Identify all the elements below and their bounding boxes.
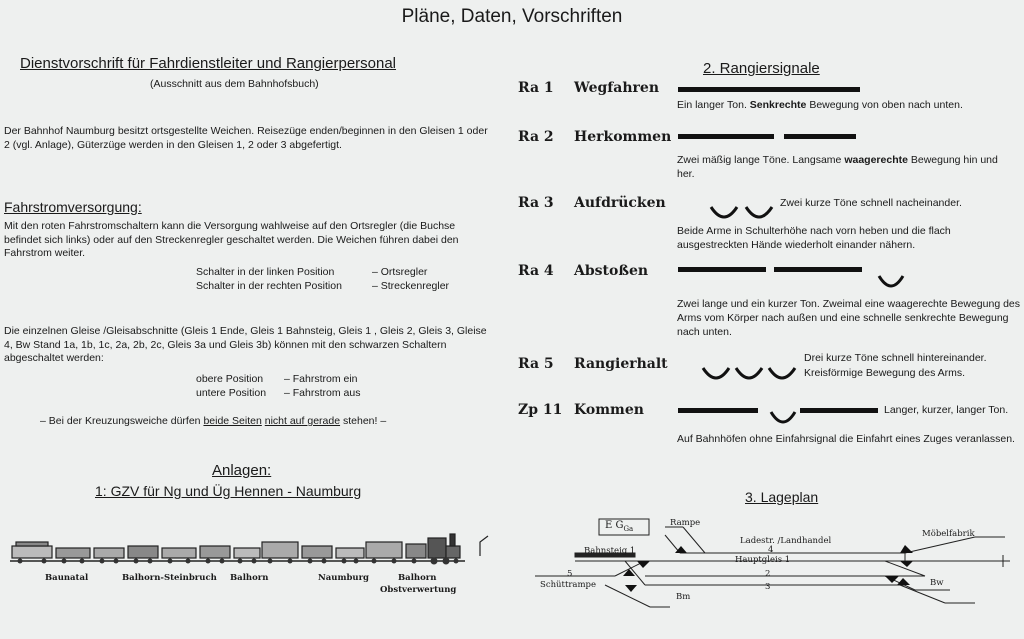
signal-name-ra2: Herkommen	[574, 129, 672, 145]
station-balhorn-steinbruch: Balhorn-Steinbruch	[122, 573, 217, 583]
signal-desc-ra1: Ein langer Ton. Senkrechte Bewegung von oben nach unten.	[677, 99, 963, 111]
ra4-short-tone-icon	[876, 274, 908, 292]
lageplan-track-4: 4	[768, 545, 774, 555]
station-baunatal: Baunatal	[45, 573, 89, 583]
signal-name-ra1: Wegfahren	[574, 80, 660, 96]
train-illustration	[10, 528, 500, 568]
signal-code-ra1: Ra 1	[518, 80, 554, 96]
station-balhorn-2: Balhorn	[398, 573, 437, 583]
page-title: Pläne, Daten, Vorschriften	[401, 6, 623, 27]
ra2-tone-2	[784, 134, 856, 139]
signal-name-ra4: Abstoßen	[574, 263, 649, 279]
signal-desc-ra3: Beide Arme in Schulterhöhe nach vorn heben und die flach ausgestreckten Hände wiederholt einander nähern.	[677, 225, 951, 251]
anlagen-heading: Anlagen:	[212, 462, 272, 479]
signal-name-ra3: Aufdrücken	[574, 195, 666, 211]
signal-desc-ra4: Zwei lange und ein kurzer Ton. Zweimal eine waagerechte Bewegung des Arms vom Körper nach außen und eine schnelle senkrechte Bewegung nach unten.	[677, 298, 1021, 338]
lageplan-ladestr: Ladestr. /Landhandel	[740, 536, 832, 546]
signal-name-ra5: Rangierhalt	[574, 356, 668, 372]
ra2-tone-1	[678, 134, 774, 139]
zp11-short-tone-icon	[768, 410, 800, 428]
signal-tone-ra5: Drei kurze Töne schnell hintereinander.	[804, 352, 987, 364]
signal-name-zp11: Kommen	[574, 402, 644, 418]
rangier-heading: 2. Rangiersignale	[703, 60, 820, 77]
untere-position: untere Position	[196, 387, 267, 399]
untere-position-value: – Fahrstrom aus	[284, 387, 361, 399]
lageplan-bahnsteig: Bahnsteig 1	[584, 546, 636, 556]
signal-code-ra5: Ra 5	[518, 356, 554, 372]
signal-code-zp11: Zp 11	[518, 402, 563, 418]
schalter-links-value: – Ortsregler	[372, 266, 428, 278]
signal-tone2-ra5: Kreisförmige Bewegung des Arms.	[804, 367, 966, 379]
gleise-text: Die einzelnen Gleise /Gleisabschnitte (Gleis 1 Ende, Gleis 1 Bahnsteig, Gleis 1 , Gleis 2, Gleis 3, Gleise 4, Bw Stand 1a, 1b, 1c, 2a, 2b, 2c, Gleis 3a und Gleis 3b) können mit den schwarzen Schaltern abgeschaltet werden:	[4, 325, 487, 364]
lageplan-bm: Bm	[676, 592, 691, 602]
anlagen-sub: 1: GZV für Ng und Üg Hennen - Naumburg	[95, 483, 362, 499]
lageplan-rampe: Rampe	[670, 518, 701, 528]
station-naumburg: Naumburg	[318, 573, 369, 583]
signal-code-ra4: Ra 4	[518, 263, 554, 279]
fahrstrom-text: Mit den roten Fahrstromschaltern kann die Versorgung wahlweise auf den Ortsregler (die Buchse befindet sich links) oder auf den Streckenregler geschaltet werden. Die Weichen führen dabei den Fahrstrom weiter.	[4, 220, 459, 259]
lageplan-bw: Bw	[930, 578, 944, 588]
signal-desc-ra2: Zwei mäßig lange Töne. Langsame waagerechte Bewegung hin und her.	[677, 154, 998, 180]
schalter-rechts: Schalter in der rechten Position	[196, 280, 342, 292]
signal-code-ra3: Ra 3	[518, 195, 554, 211]
signal-tone-zp11: Langer, kurzer, langer Ton.	[884, 404, 1009, 416]
zp11-long-tone-2	[800, 408, 878, 413]
obere-position: obere Position	[196, 373, 264, 385]
dienst-heading: Dienstvorschrift für Fahrdienstleiter und Rangierpersonal	[20, 55, 397, 72]
lageplan-hauptgleis: Hauptgleis 1	[735, 555, 791, 565]
lageplan-moebelfabrik: Möbelfabrik	[922, 529, 975, 539]
ra1-long-tone	[678, 87, 860, 92]
signal-tone-ra3: Zwei kurze Töne schnell nacheinander.	[780, 197, 962, 209]
lageplan-eg: E $G_{Ga}$	[605, 520, 634, 533]
signal-code-ra2: Ra 2	[518, 129, 554, 145]
kreuzung-note: – Bei der Kreuzungsweiche dürfen beide Seiten nicht auf gerade stehen! –	[40, 415, 387, 427]
schalter-rechts-value: – Streckenregler	[372, 280, 450, 292]
lageplan-heading: 3. Lageplan	[745, 489, 819, 505]
dienst-subheading: (Ausschnitt aus dem Bahnhofsbuch)	[150, 78, 319, 90]
lageplan-track-3: 3	[765, 582, 771, 592]
ra4-long-tone-1	[678, 267, 766, 272]
schalter-links: Schalter in der linken Position	[196, 266, 335, 278]
ra4-long-tone-2	[774, 267, 862, 272]
ra5-short-tones-icon	[700, 366, 800, 386]
lageplan-schuettrampe: Schüttrampe	[540, 580, 597, 590]
ra3-short-tones-icon	[708, 205, 778, 225]
fahrstrom-heading: Fahrstromversorgung:	[4, 199, 142, 215]
dienst-intro: Der Bahnhof Naumburg besitzt ortsgestellte Weichen. Reisezüge enden/beginnen in den Gleisen 1 oder 2 (vgl. Anlage), Güterzüge werden in den Gleisen 1, 2 oder 3 abgefertigt.	[4, 125, 488, 151]
obere-position-value: – Fahrstrom ein	[284, 373, 358, 385]
signal-desc-zp11: Auf Bahnhöfen ohne Einfahrsignal die Einfahrt eines Zuges veranlassen.	[677, 433, 1015, 445]
lageplan-track-2: 2	[765, 569, 771, 579]
zp11-long-tone-1	[678, 408, 758, 413]
station-balhorn: Balhorn	[230, 573, 269, 583]
station-obstverwertung: Obstverwertung	[380, 585, 457, 595]
lageplan-track-5: 5	[567, 569, 573, 579]
